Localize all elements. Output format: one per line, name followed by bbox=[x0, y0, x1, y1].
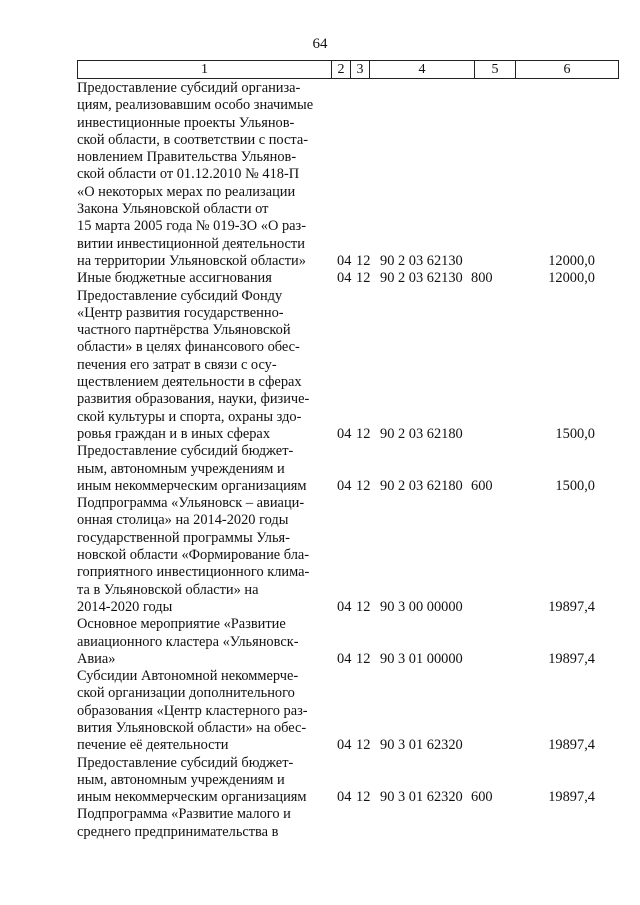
description-line: среднего предпринимательства в bbox=[77, 823, 279, 840]
row-description bbox=[77, 270, 330, 287]
description-line: Закона Ульяновской области от bbox=[77, 201, 269, 218]
row-description bbox=[77, 80, 330, 270]
row-description bbox=[77, 616, 330, 668]
cell-c4: 90 3 01 62320 bbox=[380, 789, 463, 806]
cell-c2: 04 bbox=[337, 270, 352, 287]
description-line: «Центр развития государственно- bbox=[77, 304, 284, 321]
cell-c2: 04 bbox=[337, 598, 352, 615]
description-line: Подпрограмма «Ульяновск – авиаци- bbox=[77, 495, 305, 512]
description-line: вития Ульяновской области» на обес- bbox=[77, 719, 307, 736]
description-line: ным, автономным учреждениям и bbox=[77, 460, 285, 477]
cell-c6: 12000,0 bbox=[548, 252, 595, 269]
description-line: частного партнёрства Ульяновской bbox=[77, 322, 291, 339]
cell-c4: 90 2 03 62130 bbox=[380, 252, 463, 269]
cell-c6: 19897,4 bbox=[548, 650, 595, 667]
cell-c4: 90 3 00 00000 bbox=[380, 598, 463, 615]
page-number: 64 bbox=[312, 36, 328, 52]
description-line: ным, автономным учреждениям и bbox=[77, 771, 285, 788]
header-col-6: 6 bbox=[516, 61, 619, 79]
table-row bbox=[77, 806, 617, 841]
cell-c3: 12 bbox=[356, 270, 371, 287]
header-col-3: 3 bbox=[351, 61, 370, 79]
description-line: ровья граждан и в иных сферах bbox=[77, 425, 271, 442]
table-row bbox=[77, 443, 617, 495]
row-description bbox=[77, 668, 330, 754]
cell-c4: 90 2 03 62130 bbox=[380, 270, 463, 287]
description-line: области» в целях финансового обес- bbox=[77, 339, 300, 356]
description-line: гоприятного инвестиционного клима- bbox=[77, 564, 310, 581]
description-line: ской области, в соответствии с поста- bbox=[77, 131, 309, 148]
description-line: авиационного кластера «Ульяновск- bbox=[77, 633, 299, 650]
cell-c6: 1500,0 bbox=[555, 477, 595, 494]
description-line: образования «Центр кластерного раз- bbox=[77, 702, 308, 719]
header-col-4: 4 bbox=[370, 61, 475, 79]
description-line: Предоставление субсидий Фонду bbox=[77, 287, 283, 304]
description-line: иным некоммерческим организациям bbox=[77, 477, 307, 494]
header-col-1: 1 bbox=[78, 61, 332, 79]
table-row bbox=[77, 288, 617, 444]
cell-c3: 12 bbox=[356, 425, 371, 442]
cell-c6: 19897,4 bbox=[548, 737, 595, 754]
header-col-2: 2 bbox=[332, 61, 351, 79]
cell-c2: 04 bbox=[337, 789, 352, 806]
cell-c3: 12 bbox=[356, 789, 371, 806]
cell-c3: 12 bbox=[356, 737, 371, 754]
description-line: Предоставление субсидий бюджет- bbox=[77, 754, 294, 771]
description-line: инвестиционные проекты Ульянов- bbox=[77, 114, 295, 131]
cell-c5: 600 bbox=[471, 477, 493, 494]
description-line: Авиа» bbox=[77, 650, 116, 667]
cell-c6: 12000,0 bbox=[548, 270, 595, 287]
row-description bbox=[77, 495, 330, 616]
cell-c4: 90 2 03 62180 bbox=[380, 425, 463, 442]
description-line: печение её деятельности bbox=[77, 737, 229, 754]
description-line: Иные бюджетные ассигнования bbox=[77, 270, 272, 287]
description-line: новлением Правительства Ульянов- bbox=[77, 149, 297, 166]
description-line: ской культуры и спорта, охраны здо- bbox=[77, 408, 302, 425]
description-line: та в Ульяновской области» на bbox=[77, 581, 259, 598]
description-line: государственной программы Улья- bbox=[77, 529, 290, 546]
cell-c2: 04 bbox=[337, 477, 352, 494]
description-line: печения его затрат в связи с осу- bbox=[77, 356, 277, 373]
description-line: онная столица» на 2014-2020 годы bbox=[77, 512, 289, 529]
cell-c2: 04 bbox=[337, 425, 352, 442]
cell-c4: 90 3 01 62320 bbox=[380, 737, 463, 754]
cell-c3: 12 bbox=[356, 650, 371, 667]
row-description bbox=[77, 443, 330, 495]
description-line: Предоставление субсидий организа- bbox=[77, 80, 301, 96]
cell-c3: 12 bbox=[356, 252, 371, 269]
description-line: витии инвестиционной деятельности bbox=[77, 235, 305, 252]
table-row bbox=[77, 616, 617, 668]
cell-c6: 19897,4 bbox=[548, 789, 595, 806]
cell-c2: 04 bbox=[337, 737, 352, 754]
description-line: циям, реализовавшим особо значимые bbox=[77, 97, 314, 114]
cell-c4: 90 2 03 62180 bbox=[380, 477, 463, 494]
description-line: 15 марта 2005 года № 019-ЗО «О раз- bbox=[77, 218, 306, 235]
description-line: «О некоторых мерах по реализации bbox=[77, 183, 296, 200]
description-line: Предоставление субсидий бюджет- bbox=[77, 443, 294, 460]
cell-c2: 04 bbox=[337, 650, 352, 667]
cell-c2: 04 bbox=[337, 252, 352, 269]
cell-c5: 600 bbox=[471, 789, 493, 806]
budget-table-body bbox=[77, 80, 617, 841]
description-line: ской организации дополнительного bbox=[77, 685, 295, 702]
description-line: Подпрограмма «Развитие малого и bbox=[77, 806, 291, 823]
description-line: Основное мероприятие «Развитие bbox=[77, 616, 286, 633]
description-line: ществлением деятельности в сферах bbox=[77, 374, 302, 391]
table-row bbox=[77, 495, 617, 616]
table-row bbox=[77, 668, 617, 754]
row-description bbox=[77, 806, 330, 841]
table-row bbox=[77, 80, 617, 270]
description-line: Субсидии Автономной некоммерче- bbox=[77, 668, 299, 685]
description-line: ской области от 01.12.2010 № 418-П bbox=[77, 166, 300, 183]
cell-c3: 12 bbox=[356, 477, 371, 494]
cell-c6: 19897,4 bbox=[548, 598, 595, 615]
table-header bbox=[77, 60, 619, 79]
description-line: развития образования, науки, физиче- bbox=[77, 391, 310, 408]
cell-c5: 800 bbox=[471, 270, 493, 287]
cell-c3: 12 bbox=[356, 598, 371, 615]
header-col-5: 5 bbox=[475, 61, 516, 79]
table-row bbox=[77, 270, 617, 287]
row-description bbox=[77, 755, 330, 807]
description-line: 2014-2020 годы bbox=[77, 598, 173, 615]
cell-c4: 90 3 01 00000 bbox=[380, 650, 463, 667]
row-description bbox=[77, 288, 330, 444]
description-line: иным некоммерческим организациям bbox=[77, 789, 307, 806]
cell-c6: 1500,0 bbox=[555, 425, 595, 442]
table-row bbox=[77, 755, 617, 807]
description-line: новской области «Формирование бла- bbox=[77, 547, 310, 564]
description-line: на территории Ульяновской области» bbox=[77, 252, 306, 269]
